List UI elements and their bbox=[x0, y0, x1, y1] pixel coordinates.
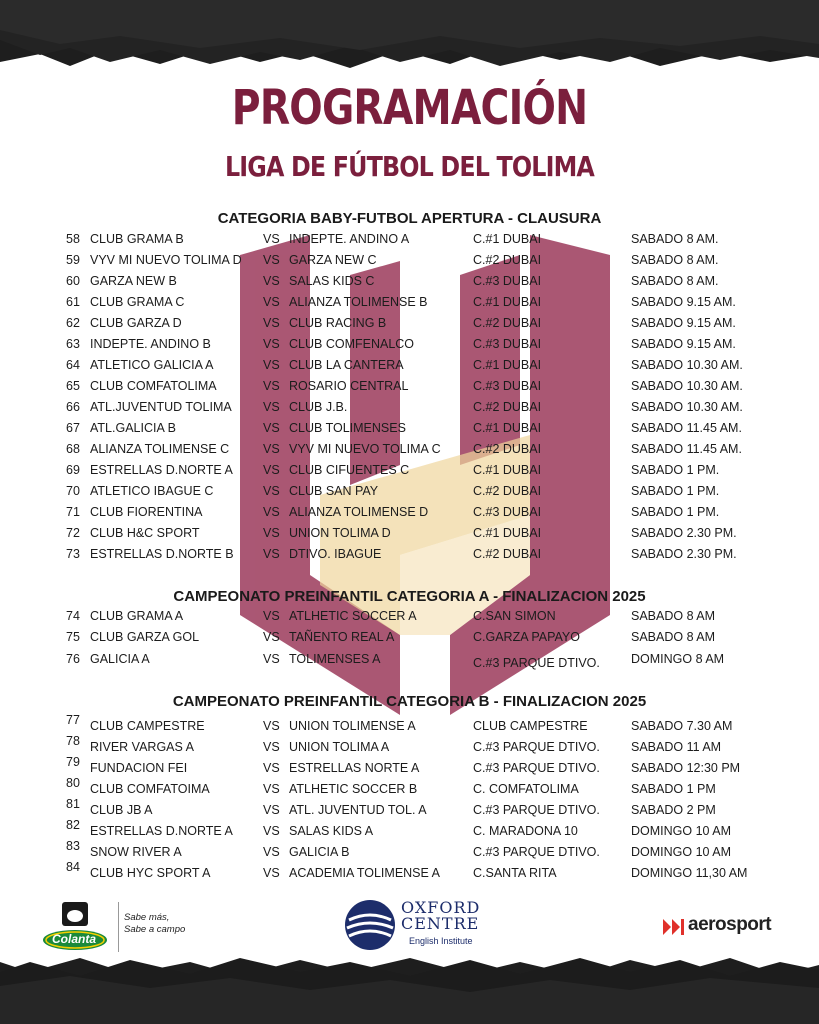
colanta-wordmark: Colanta bbox=[52, 932, 97, 946]
match-row bbox=[0, 505, 819, 525]
venue: C.#1 DUBAI bbox=[473, 463, 542, 477]
section-heading: CATEGORIA BABY-FUTBOL APERTURA - CLAUSURA bbox=[217, 210, 602, 227]
versus-label: VS bbox=[263, 463, 280, 477]
oxford-line-1: OXFORD bbox=[401, 898, 481, 917]
versus-label: VS bbox=[263, 316, 280, 330]
home-team: CLUB CAMPESTRE bbox=[90, 719, 205, 733]
match-time: SABADO 11.45 AM. bbox=[631, 442, 742, 456]
venue: C.SANTA RITA bbox=[473, 866, 557, 880]
torn-edge-top bbox=[0, 0, 819, 70]
away-team: DTIVO. IBAGUE bbox=[289, 547, 382, 561]
versus-label: VS bbox=[263, 421, 280, 435]
venue: C.#3 PARQUE DTIVO. bbox=[473, 761, 600, 775]
section-heading: CAMPEONATO PREINFANTIL CATEGORIA A - FINALIZACION 2025 bbox=[173, 588, 646, 605]
away-team: CLUB J.B. bbox=[289, 400, 348, 414]
versus-label: VS bbox=[263, 337, 280, 351]
versus-label: VS bbox=[263, 782, 280, 796]
venue: C.#1 DUBAI bbox=[473, 295, 542, 309]
match-number: 70 bbox=[66, 484, 80, 498]
versus-label: VS bbox=[263, 295, 280, 309]
venue: C.#3 DUBAI bbox=[473, 379, 542, 393]
torn-edge-bottom bbox=[0, 958, 819, 1024]
match-row bbox=[0, 274, 819, 294]
match-time: DOMINGO 10 AM bbox=[631, 824, 732, 838]
match-number: 73 bbox=[66, 547, 80, 561]
away-team: UNION TOLIMA D bbox=[289, 526, 391, 540]
venue: C.#3 DUBAI bbox=[473, 274, 542, 288]
match-row bbox=[0, 295, 819, 315]
versus-label: VS bbox=[263, 253, 280, 267]
venue: C.#2 DUBAI bbox=[473, 484, 542, 498]
match-number: 77 bbox=[66, 713, 80, 727]
match-row bbox=[0, 797, 819, 823]
away-team: TOLIMENSES A bbox=[289, 652, 381, 666]
match-time: SABADO 11 AM bbox=[631, 740, 722, 754]
away-team: CLUB CIFUENTES C bbox=[289, 463, 410, 477]
versus-label: VS bbox=[263, 442, 280, 456]
versus-label: VS bbox=[263, 232, 280, 246]
home-team: GARZA NEW B bbox=[90, 274, 177, 288]
venue: C.#1 DUBAI bbox=[473, 358, 542, 372]
match-number: 78 bbox=[66, 734, 80, 748]
versus-label: VS bbox=[263, 824, 280, 838]
versus-label: VS bbox=[263, 379, 280, 393]
match-row bbox=[0, 609, 819, 629]
away-team: GALICIA B bbox=[289, 845, 350, 859]
venue: C.#3 DUBAI bbox=[473, 337, 542, 351]
match-number: 74 bbox=[66, 609, 80, 623]
away-team: ACADEMIA TOLIMENSE A bbox=[289, 866, 440, 880]
away-team: ATL. JUVENTUD TOL. A bbox=[289, 803, 427, 817]
match-row bbox=[0, 421, 819, 441]
away-team: SALAS KIDS A bbox=[289, 824, 374, 838]
venue: CLUB CAMPESTRE bbox=[473, 719, 588, 733]
home-team: CLUB GRAMA B bbox=[90, 232, 184, 246]
match-number: 64 bbox=[66, 358, 80, 372]
section-heading: CAMPEONATO PREINFANTIL CATEGORIA B - FINALIZACION 2025 bbox=[172, 693, 647, 710]
match-number: 59 bbox=[66, 253, 80, 267]
home-team: ATLETICO IBAGUE C bbox=[90, 484, 214, 498]
away-team: ESTRELLAS NORTE A bbox=[289, 761, 420, 775]
oxford-name bbox=[401, 900, 480, 932]
match-time: SABADO 11.45 AM. bbox=[631, 421, 742, 435]
versus-label: VS bbox=[263, 866, 280, 880]
match-number: 62 bbox=[66, 316, 80, 330]
home-team: CLUB JB A bbox=[90, 803, 153, 817]
match-time: SABADO 2.30 PM. bbox=[631, 547, 737, 561]
match-time: SABADO 2 PM bbox=[631, 803, 716, 817]
venue: C.#1 DUBAI bbox=[473, 421, 542, 435]
match-number: 68 bbox=[66, 442, 80, 456]
away-team: ATLHETIC SOCCER B bbox=[289, 782, 418, 796]
match-number: 79 bbox=[66, 755, 80, 769]
versus-label: VS bbox=[263, 358, 280, 372]
match-number: 75 bbox=[66, 630, 80, 644]
match-number: 71 bbox=[66, 505, 80, 519]
match-time: DOMINGO 10 AM bbox=[631, 845, 732, 859]
home-team: CLUB GARZA D bbox=[90, 316, 182, 330]
versus-label: VS bbox=[263, 803, 280, 817]
home-team: SNOW RIVER A bbox=[90, 845, 182, 859]
match-number: 76 bbox=[66, 652, 80, 666]
match-time: SABADO 8 AM. bbox=[631, 253, 719, 267]
oxford-subtitle: English Institute bbox=[409, 936, 473, 946]
versus-label: VS bbox=[263, 274, 280, 288]
away-team: CLUB RACING B bbox=[289, 316, 387, 330]
page-subtitle: LIGA DE FÚTBOL DEL TOLIMA bbox=[224, 150, 595, 183]
home-team: CLUB COMFATOIMA bbox=[90, 782, 210, 796]
match-time: SABADO 1 PM. bbox=[631, 463, 720, 477]
venue: C.#2 DUBAI bbox=[473, 442, 542, 456]
home-team: CLUB FIORENTINA bbox=[90, 505, 203, 519]
venue: C.GARZA PAPAYO bbox=[473, 630, 580, 644]
home-team: CLUB GRAMA C bbox=[90, 295, 185, 309]
venue: C.#2 DUBAI bbox=[473, 547, 542, 561]
match-time: SABADO 8 AM bbox=[631, 609, 716, 623]
venue: C. MARADONA 10 bbox=[473, 824, 578, 838]
versus-label: VS bbox=[263, 719, 280, 733]
venue: C.#3 PARQUE DTIVO. bbox=[473, 740, 600, 754]
versus-label: VS bbox=[263, 761, 280, 775]
match-row bbox=[0, 253, 819, 273]
venue: C.#3 PARQUE DTIVO. bbox=[473, 803, 600, 817]
away-team: ALIANZA TOLIMENSE D bbox=[289, 505, 429, 519]
match-number: 58 bbox=[66, 232, 80, 246]
match-number: 61 bbox=[66, 295, 80, 309]
venue: C.#1 DUBAI bbox=[473, 526, 542, 540]
away-team: CLUB LA CANTERA bbox=[289, 358, 404, 372]
match-number: 60 bbox=[66, 274, 80, 288]
versus-label: VS bbox=[263, 526, 280, 540]
match-row bbox=[0, 776, 819, 802]
home-team: ATL.GALICIA B bbox=[90, 421, 176, 435]
match-number: 83 bbox=[66, 839, 80, 853]
home-team: ESTRELLAS D.NORTE A bbox=[90, 463, 233, 477]
match-number: 66 bbox=[66, 400, 80, 414]
colanta-tagline-2: Sabe a campo bbox=[124, 924, 186, 935]
match-number: 67 bbox=[66, 421, 80, 435]
match-row bbox=[0, 652, 819, 672]
venue: C.SAN SIMON bbox=[473, 609, 556, 623]
versus-label: VS bbox=[263, 630, 280, 644]
match-row bbox=[0, 547, 819, 567]
home-team: ESTRELLAS D.NORTE B bbox=[90, 547, 234, 561]
venue: C.#2 DUBAI bbox=[473, 400, 542, 414]
versus-label: VS bbox=[263, 845, 280, 859]
match-time: SABADO 8 AM. bbox=[631, 232, 719, 246]
versus-label: VS bbox=[263, 400, 280, 414]
match-row bbox=[0, 400, 819, 420]
match-time: SABADO 1 PM bbox=[631, 782, 716, 796]
venue: C. COMFATOLIMA bbox=[473, 782, 579, 796]
sponsor-divider bbox=[118, 902, 119, 952]
away-team: CLUB COMFENALCO bbox=[289, 337, 415, 351]
home-team: RIVER VARGAS A bbox=[90, 740, 194, 754]
match-row bbox=[0, 379, 819, 399]
home-team: CLUB H&C SPORT bbox=[90, 526, 200, 540]
aerosport-logo bbox=[662, 912, 792, 942]
versus-label: VS bbox=[263, 484, 280, 498]
match-time: SABADO 8 AM. bbox=[631, 274, 719, 288]
match-time: SABADO 9.15 AM. bbox=[631, 337, 736, 351]
match-number: 80 bbox=[66, 776, 80, 790]
home-team: INDEPTE. ANDINO B bbox=[90, 337, 211, 351]
match-row bbox=[0, 526, 819, 546]
venue: C.#2 DUBAI bbox=[473, 253, 542, 267]
oxford-centre-logo bbox=[343, 898, 503, 956]
away-team: ROSARIO CENTRAL bbox=[289, 379, 409, 393]
match-row bbox=[0, 316, 819, 336]
home-team: CLUB COMFATOLIMA bbox=[90, 379, 217, 393]
match-time: SABADO 1 PM. bbox=[631, 484, 720, 498]
match-row bbox=[0, 232, 819, 252]
match-time: SABADO 8 AM bbox=[631, 630, 716, 644]
match-time: SABADO 9.15 AM. bbox=[631, 295, 736, 309]
oxford-line-2: CENTRE bbox=[401, 914, 480, 933]
away-team: ATLHETIC SOCCER A bbox=[289, 609, 417, 623]
away-team: ALIANZA TOLIMENSE B bbox=[289, 295, 428, 309]
match-row bbox=[0, 713, 819, 739]
home-team: CLUB GARZA GOL bbox=[90, 630, 200, 644]
match-time: SABADO 7.30 AM bbox=[631, 719, 733, 733]
venue: C.#3 PARQUE DTIVO. bbox=[473, 656, 600, 670]
match-number: 69 bbox=[66, 463, 80, 477]
home-team: GALICIA A bbox=[90, 652, 150, 666]
match-number: 72 bbox=[66, 526, 80, 540]
away-team: UNION TOLIMENSE A bbox=[289, 719, 416, 733]
match-number: 65 bbox=[66, 379, 80, 393]
match-time: SABADO 9.15 AM. bbox=[631, 316, 736, 330]
aerosport-wordmark: aerosport bbox=[688, 914, 772, 935]
away-team: GARZA NEW C bbox=[289, 253, 377, 267]
match-time: DOMINGO 8 AM bbox=[631, 652, 725, 666]
match-time: SABADO 12:30 PM bbox=[631, 761, 741, 775]
away-team: VYV MI NUEVO TOLIMA C bbox=[289, 442, 441, 456]
match-number: 63 bbox=[66, 337, 80, 351]
versus-label: VS bbox=[263, 609, 280, 623]
away-team: INDEPTE. ANDINO A bbox=[289, 232, 410, 246]
versus-label: VS bbox=[263, 652, 280, 666]
home-team: CLUB HYC SPORT A bbox=[90, 866, 211, 880]
home-team: ATLETICO GALICIA A bbox=[90, 358, 214, 372]
home-team: VYV MI NUEVO TOLIMA D bbox=[90, 253, 242, 267]
versus-label: VS bbox=[263, 505, 280, 519]
match-row bbox=[0, 860, 819, 886]
venue: C.#3 DUBAI bbox=[473, 505, 542, 519]
match-time: SABADO 2.30 PM. bbox=[631, 526, 737, 540]
match-number: 84 bbox=[66, 860, 80, 874]
match-row bbox=[0, 484, 819, 504]
away-team: CLUB TOLIMENSES bbox=[289, 421, 406, 435]
home-team: CLUB GRAMA A bbox=[90, 609, 184, 623]
home-team: ATL.JUVENTUD TOLIMA bbox=[90, 400, 232, 414]
match-time: DOMINGO 11,30 AM bbox=[631, 866, 748, 880]
match-row bbox=[0, 358, 819, 378]
match-row bbox=[0, 818, 819, 844]
fast-forward-icon bbox=[662, 916, 688, 940]
venue: C.#3 PARQUE DTIVO. bbox=[473, 845, 600, 859]
match-row bbox=[0, 442, 819, 462]
away-team: SALAS KIDS C bbox=[289, 274, 375, 288]
versus-label: VS bbox=[263, 547, 280, 561]
colanta-tagline bbox=[124, 912, 185, 936]
away-team: CLUB SAN PAY bbox=[289, 484, 379, 498]
page-title: PROGRAMACIÓN bbox=[231, 80, 588, 136]
match-time: SABADO 10.30 AM. bbox=[631, 358, 743, 372]
venue: C.#1 DUBAI bbox=[473, 232, 542, 246]
versus-label: VS bbox=[263, 740, 280, 754]
colanta-tagline-1: Sabe más, bbox=[124, 912, 170, 923]
match-row bbox=[0, 630, 819, 650]
match-time: SABADO 10.30 AM. bbox=[631, 379, 743, 393]
globe-icon bbox=[343, 898, 397, 952]
home-team: ALIANZA TOLIMENSE C bbox=[90, 442, 230, 456]
away-team: TAÑENTO REAL A bbox=[289, 630, 395, 644]
match-row bbox=[0, 734, 819, 760]
home-team: FUNDACION FEI bbox=[90, 761, 188, 775]
venue: C.#2 DUBAI bbox=[473, 316, 542, 330]
match-time: SABADO 1 PM. bbox=[631, 505, 720, 519]
match-row bbox=[0, 337, 819, 357]
match-number: 81 bbox=[66, 797, 80, 811]
colanta-logo bbox=[40, 900, 190, 955]
match-time: SABADO 10.30 AM. bbox=[631, 400, 743, 414]
match-row bbox=[0, 755, 819, 781]
match-number: 82 bbox=[66, 818, 80, 832]
match-row bbox=[0, 839, 819, 865]
home-team: ESTRELLAS D.NORTE A bbox=[90, 824, 233, 838]
away-team: UNION TOLIMA A bbox=[289, 740, 390, 754]
match-row bbox=[0, 463, 819, 483]
